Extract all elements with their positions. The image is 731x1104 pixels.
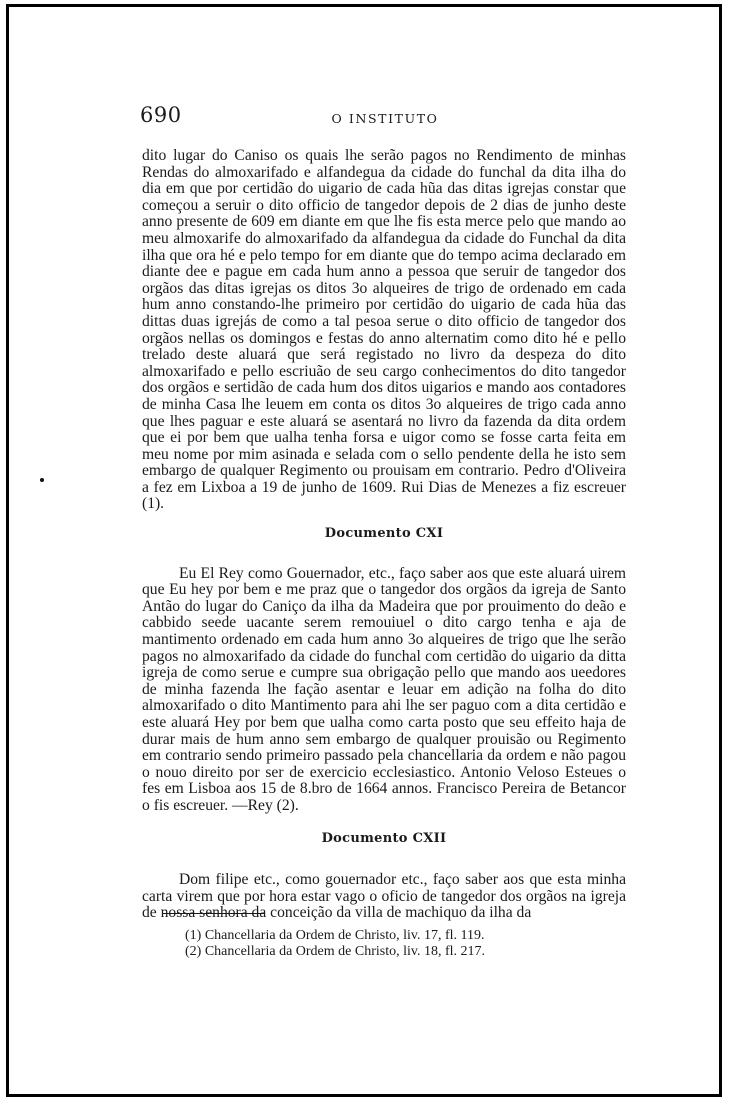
paragraph-continued: dito lugar do Caniso os quais lhe serão pagos no Rendimento de minhas Rendas do almoxarifado e alfandegua da cidade do funchal da dita ilha do dia em que por certidão do uigario de cada hũa das ditas igrejas constar que começou a seruir o dito officio de tangedor depois de 2 dias de junho deste anno presente de 609 em diante em que lhe fis esta merce pelo que mando ao meu almoxarife do almoxarifado da alfandegua da cidade do Funchal da dita ilha que ora hé e pelo tempo for em diante que do tempo acima declarado em diante dee e pague em cada hum anno a pessoa que seruir de tangedor dos orgãos das ditas igrejas os ditos 3o alqueires de trigo de ordenado em cada hum anno constando-lhe primeiro por certidão do uigario de cada hũa das dittas duas igrejás de como a tal pesoa serue o dito officio de tangedor dos orgãos nellas os domingos e festas do anno alternatim como dito hé e pello trelado deste aluará que será registado no livro da despeza do dito almoxarifado e pello escriuão de seu cargo conhecimentos do dito tangedor dos orgãos e sertidão de cada hum dos ditos uigarios e mando aos contadores de minha Casa lhe leuem em conta os ditos 3o alqueires de trigo cada anno que lhes paguar e este aluará se asentará no livro da fazenda da dita ordem que ei por bem que ualha tenha forsa e uigor como se fosse carta feita em meu nome por mim asinada e selada com o sello pendente della he isto sem embargo de qualquer Regimento ou prouisam em contrario. Pedro d'Oliveira a fez em Lixboa a 19 de junho de 1609. Rui Dias de Menezes a fiz escreuer (1). — [142, 147, 626, 513]
page-number: 690 — [140, 103, 182, 127]
ink-speck — [40, 478, 44, 482]
heading-documento-cxi: Documento CXI — [324, 526, 444, 542]
footnotes — [185, 928, 605, 960]
running-title: O INSTITUTO — [331, 111, 439, 126]
footnote-1: (1) Chancellaria da Ordem de Christo, liv. 17, fl. 119. — [185, 928, 485, 943]
page-header — [140, 103, 630, 133]
footnote-2: (2) Chancellaria da Ordem de Christo, liv. 18, fl. 217. — [185, 944, 486, 959]
document-body — [142, 148, 626, 922]
heading-documento-cxii: Documento CXII — [321, 830, 447, 846]
paragraph-documento-cxii: Dom filipe etc., como gouernador etc., faço saber aos que esta minha carta virem que por hora estar vago o oficio de tangedor dos orgãos na igreja de nossa senhora da conceição da villa de machiquo da ilha da — [142, 871, 626, 922]
paragraph-documento-cxi: Eu El Rey como Gouernador, etc., faço saber aos que este aluará uirem que Eu hey por bem e me praz que o tangedor dos orgãos da igreja de Santo Antão do lugar do Caniço da ilha da Madeira que por prouimento do deão e cabbido seede uacante serem remouiuel o dito cargo tenha e aja de mantimento ordenado em cada hum anno 3o alqueires de trigo que lhe serão pagos no almoxarifado da cidade do funchal com certidão do uigario da ditta igreja de como serue e cumpre sua obrigação pello que mando aos ueedores de minha fazenda lhe fação asentar e leuar em adição na folha do dito almoxarifado o dito Mantimento para ahi lhe ser paguo com a dita certidão e este aluará Hey por bem que ualha como carta posto que seu effeito haja de durar mais de hum anno sem embargo de qualquer prouisão ou Regimento em contrario sendo primeiro passado pela chancellaria da ordem e não pagou o nouo direito por ser de exercicio ecclesiastico. Antonio Veloso Esteues o fes em Lisboa aos 15 de 8.bro de 1664 annos. Francisco Pereira de Betancor o fis escreuer. —Rey (2). — [142, 564, 626, 814]
footnote-divider — [162, 913, 264, 914]
